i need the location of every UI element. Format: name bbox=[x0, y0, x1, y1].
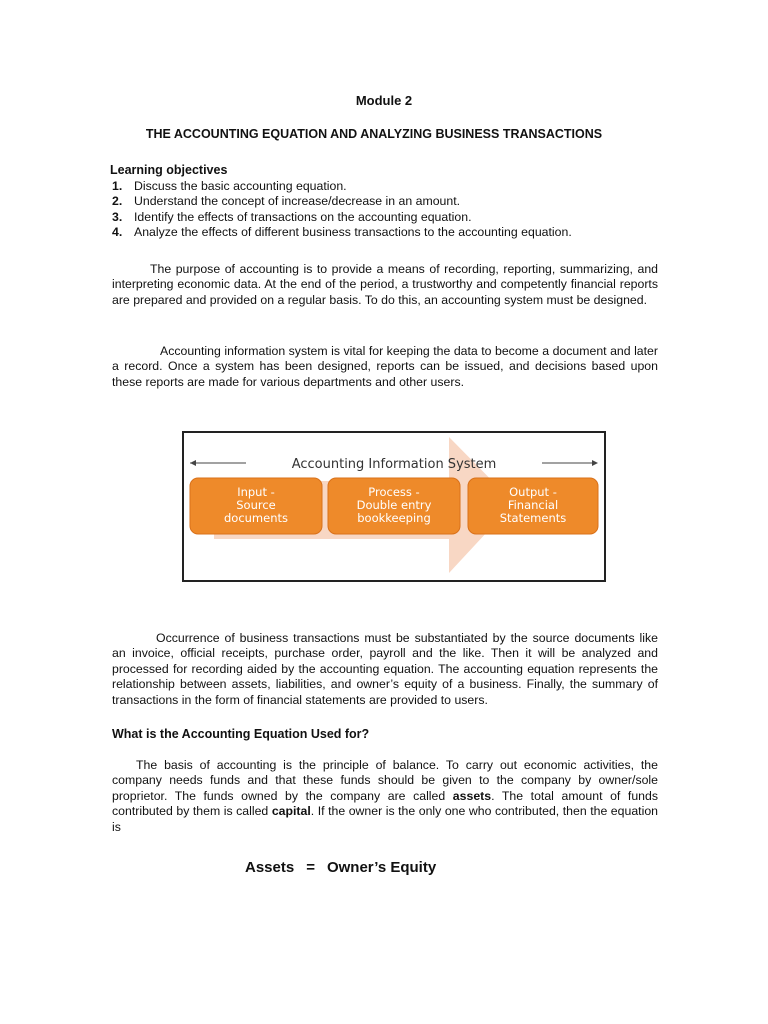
arrowhead-left bbox=[190, 460, 196, 466]
page-title: THE ACCOUNTING EQUATION AND ANALYZING BUSINESS TRANSACTIONS bbox=[145, 127, 603, 141]
arrowhead-right bbox=[592, 460, 598, 466]
ais-diagram-svg bbox=[184, 433, 604, 580]
objective-item: 3. Identify the effects of transactions on the accounting equation. bbox=[112, 209, 472, 224]
paragraph-ais: Accounting information system is vital for keeping the data to become a document and later a record. Once a system has been designed, reports can be issued, and decisions based upon these reports are made for various departments and other users. bbox=[112, 344, 658, 389]
input-line3: documents bbox=[223, 511, 289, 525]
objective-item: 4. Analyze the effects of different business transactions to the accounting equation. bbox=[112, 225, 572, 240]
output-line2: Financial bbox=[507, 498, 559, 512]
process-line1: Process - bbox=[368, 485, 420, 499]
process-line2: Double entry bbox=[356, 498, 432, 512]
input-line2: Source bbox=[236, 498, 276, 512]
term-assets: assets bbox=[452, 788, 492, 803]
equation-right: Owner’s Equity bbox=[326, 859, 437, 876]
input-line1: Input - bbox=[237, 485, 275, 499]
equation-left: Assets bbox=[245, 859, 295, 876]
learning-objectives-list bbox=[112, 179, 572, 241]
module-label: Module 2 bbox=[355, 93, 413, 108]
objective-item: 2. Understand the concept of increase/decrease in an amount. bbox=[112, 194, 461, 209]
accounting-equation bbox=[245, 860, 448, 875]
process-line3: bookkeeping bbox=[357, 511, 431, 525]
paragraph-purpose: The purpose of accounting is to provide a means of recording, reporting, summarizing, and interpreting economic data. At the end of the period, a trustworthy and competently financial reports are prepared and provided on a regular basis. To do this, an accounting system must be designed. bbox=[112, 262, 658, 307]
paragraph-basis: The basis of accounting is the principle of balance. To carry out economic activities, the company needs funds and that these funds should be given to the company by owner/sole proprietor. The funds owned by the company are called assets. The total amount of funds contributed by them is called capital. If the owner is the only one who contributed, then the equation is bbox=[112, 758, 658, 834]
output-line1: Output - bbox=[509, 485, 557, 499]
section-heading: What is the Accounting Equation Used for? bbox=[112, 727, 370, 741]
objective-item: 1. Discuss the basic accounting equation. bbox=[112, 179, 347, 193]
ais-diagram bbox=[182, 431, 606, 582]
equation-operator: = bbox=[306, 859, 315, 876]
output-line3: Statements bbox=[499, 511, 567, 525]
learning-objectives-heading: Learning objectives bbox=[110, 163, 228, 177]
diagram-title: Accounting Information System bbox=[291, 457, 497, 472]
term-capital: capital bbox=[271, 804, 311, 819]
paragraph-transactions: Occurrence of business transactions must be substantiated by the source documents like an invoice, official receipts, purchase order, payroll and the like. Then it will be analyzed and processed for recording aided by the accounting equation. The accounting equation represents the relationship between assets, liabilities, and owner’s equity of a business. Finally, the summary of transactions in the form of financial statements are provided to users. bbox=[112, 631, 658, 707]
